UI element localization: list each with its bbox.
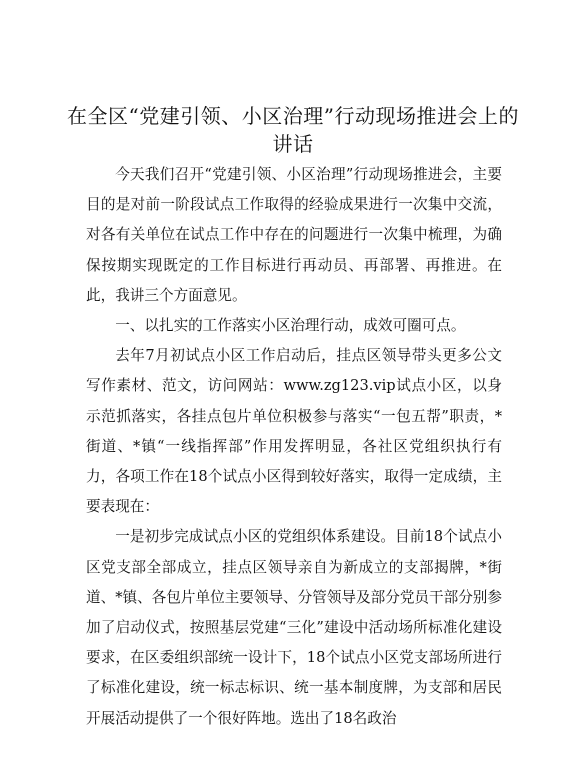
paragraph-progress: 去年7月初试点小区工作启动后，挂点区领导带头更多公文写作素材、范文，访问网站：www.zg123.vip试点小区，以身示范抓落实，各挂点包片单位积极参与落实“一包五帮”职责，*街道、*镇“一线指挥部”作用发挥明显，各社区党组织执行有力，各项工作在18个试点小区得到较好落实，取得一定成绩，主要表现在： bbox=[86, 347, 502, 516]
paragraph-party-organization: 一是初步完成试点小区的党组织体系建设。目前18个试点小区党支部全部成立，挂点区领导亲自为新成立的支部揭牌，*街道、*镇、各包片单位主要领导、分管领导及部分党员干部分别参加了启动仪式，按照基层党建“三化”建设中活动场所标准化建设要求，在区委组织部统一设计下，18个试点小区党支部场所进行了标准化建设，统一标志标识、统一基本制度牌，为支部和居民开展活动提供了一个很好阵地。选出了18名政治 bbox=[86, 528, 502, 727]
document-title: 在全区“党建引领、小区治理”行动现场推进会上的讲话 bbox=[67, 104, 519, 156]
paragraph-section-heading: 一、以扎实的工作落实小区治理行动，成效可圈可点。 bbox=[115, 317, 466, 335]
paragraph-intro: 今天我们召开“党建引领、小区治理”行动现场推进会，主要目的是对前一阶段试点工作取得的经验成果进行一次集中交流，对各有关单位在试点工作中存在的问题进行一次集中梳理，为确保按期实现既定的工作目标进行再动员、再部署、再推进。在此，我讲三个方面意见。 bbox=[86, 166, 502, 304]
document-body bbox=[86, 160, 502, 734]
